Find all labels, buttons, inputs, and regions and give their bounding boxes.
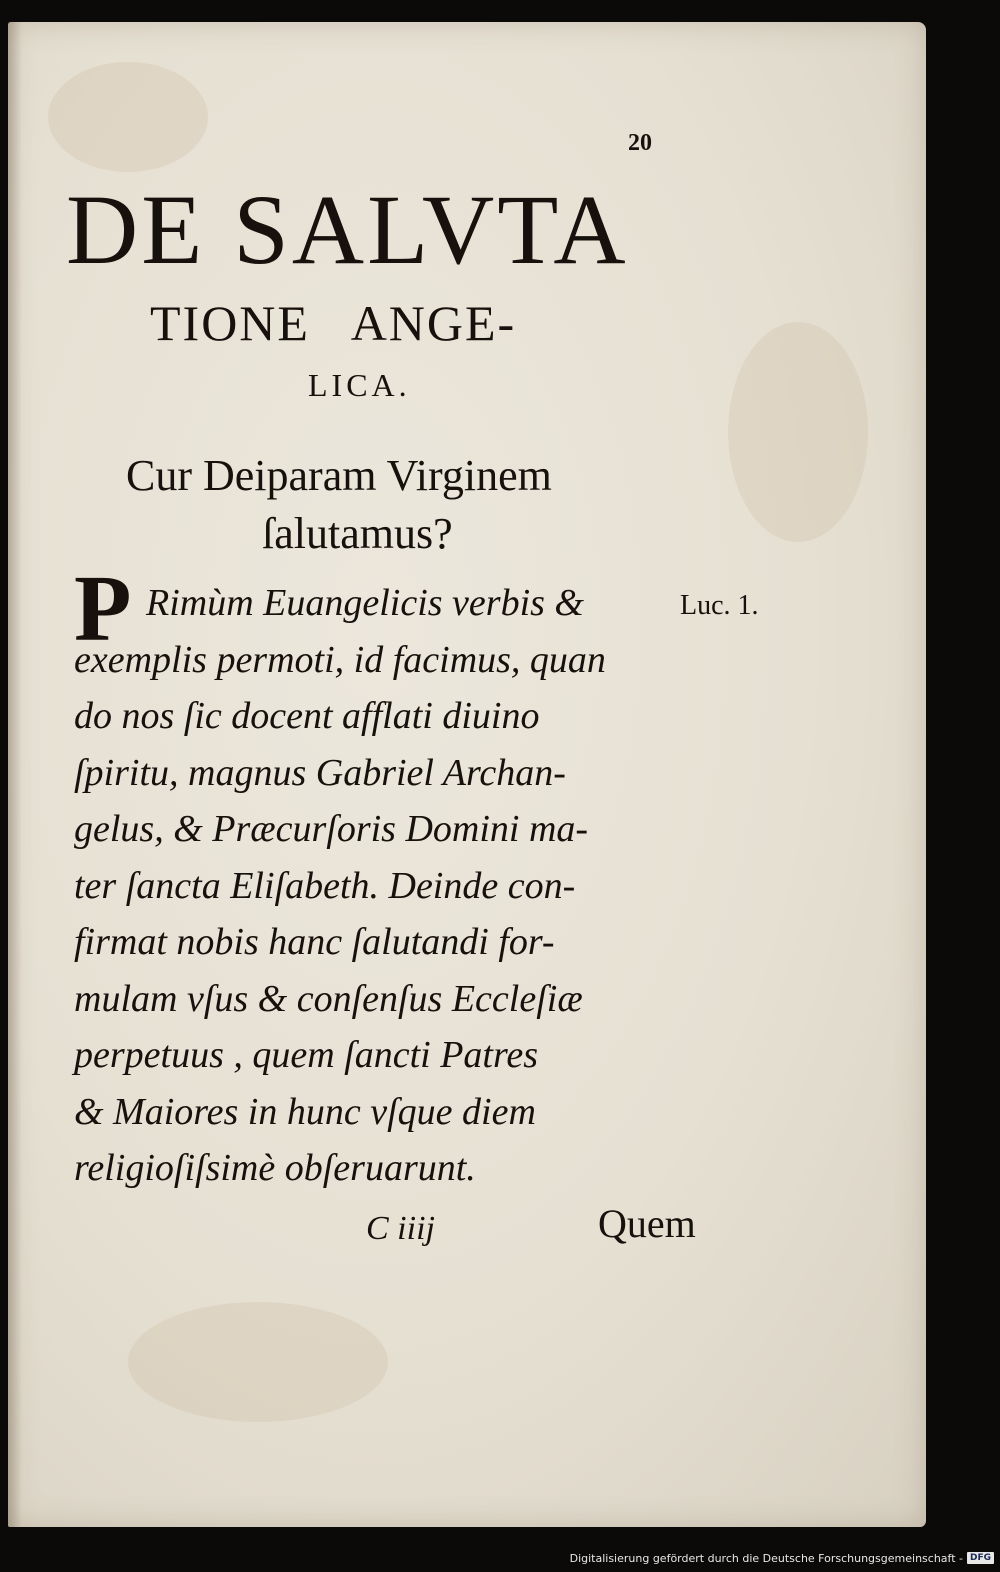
body-line: perpetuus , quem ſancti Patres: [74, 1034, 539, 1076]
body-paragraph: [74, 575, 690, 1197]
paper-stain: [728, 322, 868, 542]
question-line-1: Cur Deiparam Virginem: [126, 451, 552, 500]
dfg-logo-icon: DFG: [967, 1552, 994, 1564]
body-line: firmat nobis hanc ſalutandi for-: [74, 921, 555, 963]
catchword: Quem: [598, 1201, 696, 1246]
body-line: gelus, & Præcurſoris Domini ma-: [74, 808, 589, 850]
title-line-3: LICA.: [308, 367, 411, 403]
body-line: do nos ſic docent afflati diuino: [74, 695, 540, 737]
digitization-credit: [570, 1548, 994, 1568]
signature-mark: C iiij: [366, 1210, 435, 1247]
title-line-2: TIONE ANGE-: [150, 295, 517, 351]
body-line: exemplis permoti, id facimus, quan: [74, 638, 606, 681]
question-line-2: ſalutamus?: [262, 509, 453, 558]
body-line: mulam vſus & conſenſus Eccleſiæ: [74, 977, 583, 1020]
body-line: & Maiores in hunc vſque diem: [74, 1090, 536, 1133]
body-line: religioſiſsimè obſeruarunt.: [74, 1147, 476, 1189]
title-line-1: DE SALVTA: [66, 174, 629, 285]
page-gutter-shadow: [8, 22, 22, 1527]
folio-number: 20: [628, 130, 652, 156]
body-line: ſpiritu, magnus Gabriel Archan-: [74, 751, 566, 794]
paper-stain: [128, 1302, 388, 1422]
drop-cap-initial: P: [74, 557, 132, 661]
body-line: ter ſancta Eliſabeth. Deinde con-: [74, 864, 576, 907]
credit-text: Digitalisierung gefördert durch die Deutsche Forschungsgemeinschaft -: [569, 1551, 963, 1565]
marginal-reference: Luc. 1.: [680, 590, 759, 621]
body-line: Rimùm Euangelicis verbis &: [146, 582, 584, 624]
section-question: [126, 447, 646, 563]
book-page: [8, 22, 926, 1527]
paper-stain: [48, 62, 208, 172]
